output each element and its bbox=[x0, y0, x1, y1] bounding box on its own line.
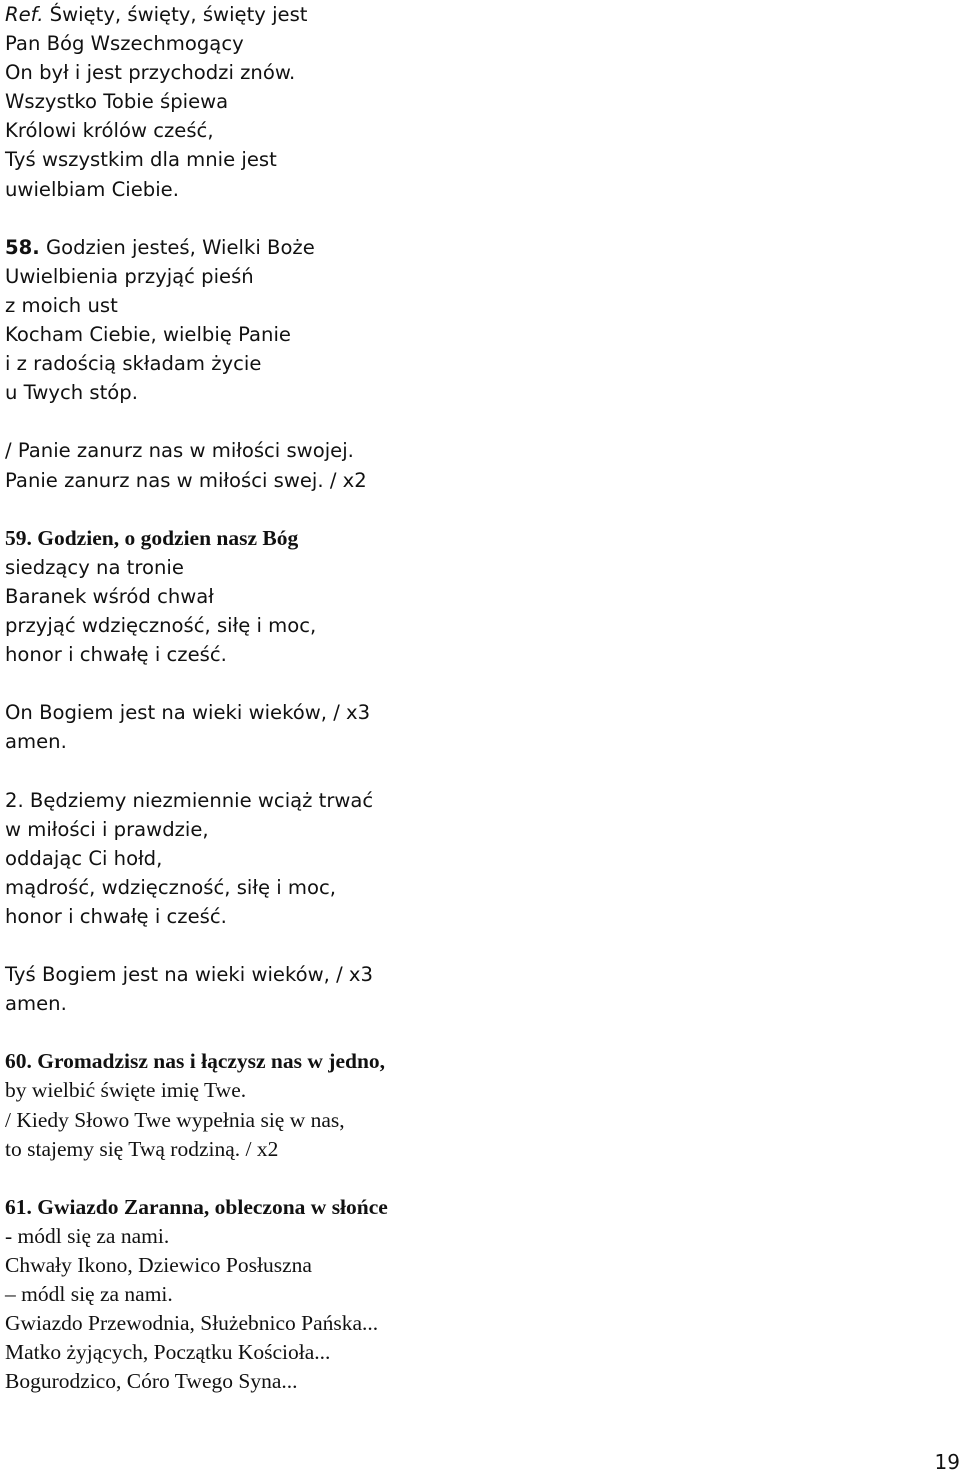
song-61-line: Chwały Ikono, Dziewico Posłuszna bbox=[5, 1253, 312, 1278]
song-number: 58. bbox=[5, 235, 40, 259]
song-61-line: – módl się za nami. bbox=[5, 1282, 173, 1307]
song-title: Gwiazdo Zaranna, obleczona w słońce bbox=[31, 1194, 388, 1219]
song-59-refrain-line: amen. bbox=[5, 730, 67, 754]
song-title: Godzien jesteś, Wielki Boże bbox=[39, 235, 315, 259]
song-59-line: Baranek wśród chwał bbox=[5, 584, 214, 608]
ref-line: Pan Bóg Wszechmogący bbox=[5, 32, 244, 56]
song-60-line: to stajemy się Twą rodziną. / x2 bbox=[5, 1136, 279, 1161]
spacer bbox=[5, 931, 945, 960]
spacer bbox=[5, 1164, 945, 1193]
song-60-line: / Kiedy Słowo Twe wypełnia się w nas, bbox=[5, 1107, 345, 1132]
song-58-line: u Twych stóp. bbox=[5, 381, 138, 405]
spacer bbox=[5, 1018, 945, 1047]
song-59-line: honor i chwałę i cześć. bbox=[5, 643, 227, 667]
song-59-refrain-line: On Bogiem jest na wieki wieków, / x3 bbox=[5, 701, 371, 725]
song-59-line: przyjąć wdzięczność, siłę i moc, bbox=[5, 613, 317, 637]
song-61-title bbox=[5, 1193, 945, 1222]
song-number: 59. bbox=[5, 525, 32, 550]
spacer bbox=[5, 204, 945, 233]
song-58-line: Uwielbienia przyjąć pieśń bbox=[5, 264, 254, 288]
song-61-line: Matko żyjących, Początku Kościoła... bbox=[5, 1340, 331, 1365]
song-60-title bbox=[5, 1047, 945, 1076]
song-61-line: Gwiazdo Przewodnia, Służebnico Pańska... bbox=[5, 1311, 379, 1336]
song-number: 61. bbox=[5, 1194, 32, 1219]
song-58-title bbox=[5, 233, 945, 262]
page-number: 19 bbox=[934, 1450, 960, 1474]
ref-line: Tyś wszystkim dla mnie jest bbox=[5, 148, 277, 172]
song-58-line: z moich ust bbox=[5, 293, 118, 317]
song-59-title bbox=[5, 524, 945, 553]
song-59-verse2-line: w miłości i prawdzie, bbox=[5, 817, 209, 841]
ref-line: Królowi królów cześć, bbox=[5, 119, 214, 143]
song-number: 60. bbox=[5, 1049, 32, 1074]
song-59-refrain-line: Tyś Bogiem jest na wieki wieków, / x3 bbox=[5, 963, 373, 987]
song-61-line: - módl się za nami. bbox=[5, 1223, 170, 1248]
song-58-chorus-line: / Panie zanurz nas w miłości swojej. bbox=[5, 439, 354, 463]
ref-line: uwielbiam Ciebie. bbox=[5, 177, 179, 201]
song-title: Godzien, o godzien nasz Bóg bbox=[31, 525, 299, 550]
song-60-line: by wielbić święte imię Twe. bbox=[5, 1078, 247, 1103]
ref-line: Święty, święty, święty jest bbox=[43, 3, 308, 26]
ref-line: On był i jest przychodzi znów. bbox=[5, 61, 296, 85]
spacer bbox=[5, 756, 945, 785]
ref-first-line bbox=[5, 0, 945, 29]
song-58-chorus-line: Panie zanurz nas w miłości swej. / x2 bbox=[5, 468, 367, 492]
song-59-verse2-line: oddając Ci hołd, bbox=[5, 846, 163, 870]
spacer bbox=[5, 669, 945, 698]
song-59-verse2-line: honor i chwałę i cześć. bbox=[5, 904, 227, 928]
spacer bbox=[5, 495, 945, 524]
song-title: Gromadzisz nas i łączysz nas w jedno, bbox=[31, 1049, 386, 1074]
song-59-line: siedzący na tronie bbox=[5, 555, 184, 579]
song-page bbox=[5, 0, 945, 1397]
song-59-verse2-line: mądrość, wdzięczność, siłę i moc, bbox=[5, 875, 336, 899]
song-61-line: Bogurodzico, Córo Twego Syna... bbox=[5, 1369, 298, 1394]
song-59-verse2-line: 2. Będziemy niezmiennie wciąż trwać bbox=[5, 788, 374, 812]
song-58-line: i z radością składam życie bbox=[5, 352, 262, 376]
ref-line: Wszystko Tobie śpiewa bbox=[5, 90, 229, 114]
song-58-line: Kocham Ciebie, wielbię Panie bbox=[5, 323, 291, 347]
ref-label: Ref. bbox=[5, 3, 44, 26]
song-59-refrain-line: amen. bbox=[5, 992, 67, 1016]
spacer bbox=[5, 407, 945, 436]
